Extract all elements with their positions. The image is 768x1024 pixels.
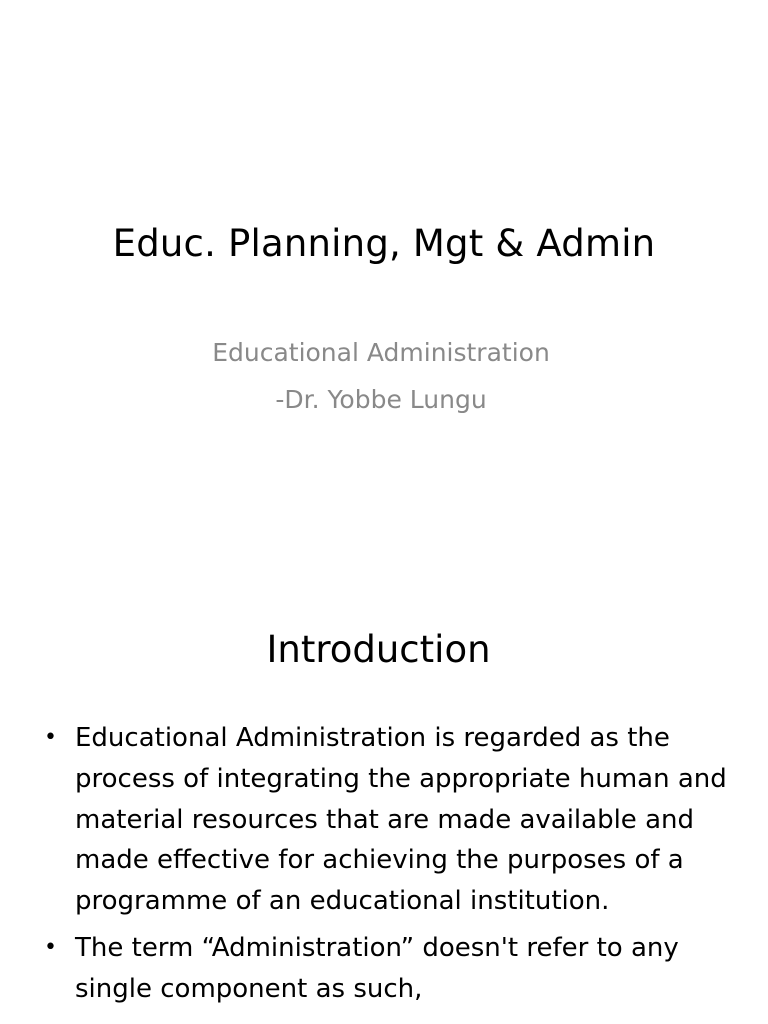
bullet-icon: • bbox=[44, 934, 57, 960]
bullet-text: The term “Administration” doesn't refer to any single component as such, bbox=[75, 932, 679, 1004]
slide-title: Educ. Planning, Mgt & Admin bbox=[112, 222, 656, 265]
bullet-list bbox=[44, 718, 734, 1016]
bullet-item bbox=[44, 718, 734, 922]
slide-subtitle: Educational Administration bbox=[212, 338, 550, 367]
slide-author: -Dr. Yobbe Lungu bbox=[275, 385, 487, 414]
bullet-text: Educational Administration is regarded as the process of integrating the appropriate human and material resources that are made available and made effective for achieving the purposes of a programme of an educational institution. bbox=[75, 723, 727, 917]
slide-heading: Introduction bbox=[266, 628, 491, 671]
bullet-item bbox=[44, 928, 734, 1010]
bullet-icon: • bbox=[44, 725, 57, 750]
